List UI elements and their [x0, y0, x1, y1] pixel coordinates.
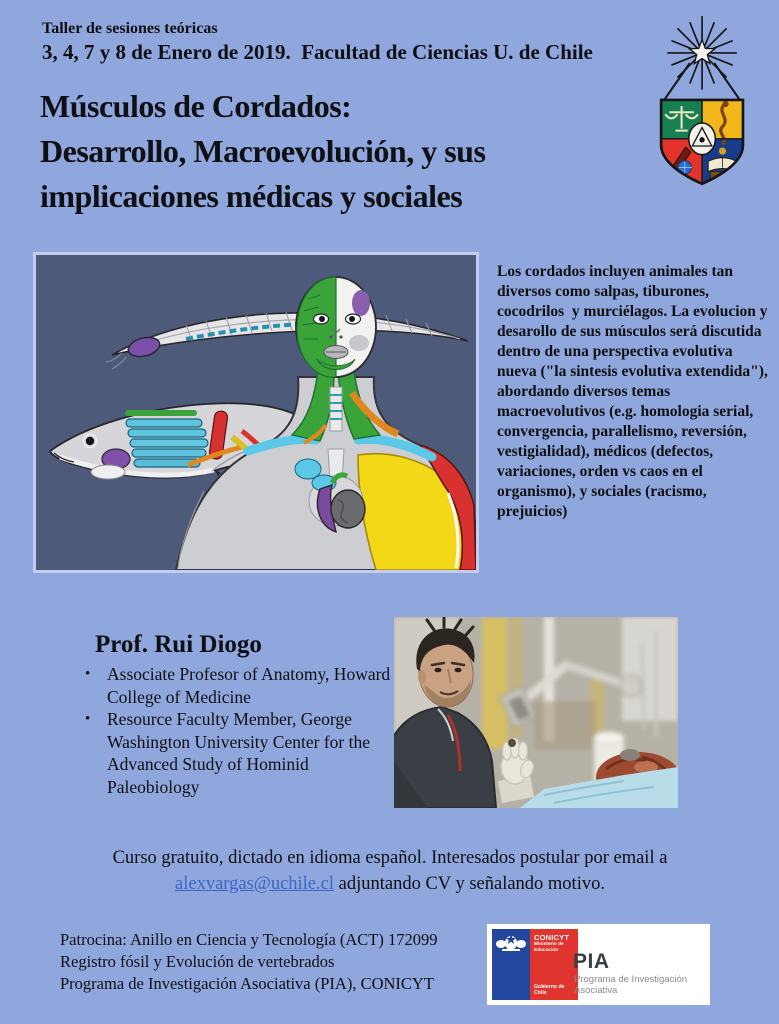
title-line-2: Desarrollo, Macroevolución, y sus [40, 133, 486, 169]
credential-text: Resource Faculty Member, George Washington University Center for the Advanced Study of Hominid Paleobiology [107, 709, 370, 797]
title-line-1: Músculos de Cordados: [40, 88, 352, 124]
application-instructions [90, 845, 690, 897]
course-description: Los cordados incluyen animales tan diversos como salpas, tiburones, cocodrilos y murciélagos. La evolucion y desarollo de sus músculos será discutida dentro de una perspectiva evolutiva nueva ("la sintesis evolutiva extendida"), abordando diversos temas macroevolutivos (e.g. homologia serial, convergencia, parallelismo, reversión, vestigialidad), médicos (defectos, variaciones, orden vs caos en el organismo), y sociales (racismo, prejuicios) [497, 263, 772, 520]
professor-name: Prof. Rui Diogo [95, 631, 262, 658]
poster-title [40, 84, 485, 219]
apply-text-after: adjuntando CV y señalando motivo. [334, 874, 605, 894]
professor-lab-photo [394, 617, 678, 808]
conicyt-pia-logo [487, 924, 710, 1005]
government-label: Gobierno de Chile [534, 984, 565, 996]
title-line-3: implicaciones médicas y sociales [40, 178, 463, 214]
list-item [85, 663, 397, 708]
ministry-label: Ministerio de Educación [534, 942, 564, 953]
sponsor-line-2: Registro fósil y Evolución de vertebrados [60, 952, 335, 971]
list-item [85, 708, 397, 798]
chile-coat-of-arms-icon [492, 929, 530, 1000]
sponsor-line-1: Patrocina: Anillo en Ciencia y Tecnología (ACT) 172099 [60, 930, 438, 949]
bullet-icon: • [85, 666, 91, 682]
bullet-icon: • [85, 711, 91, 727]
pia-program-name: Programa de Investigación Asociativa [574, 974, 688, 996]
university-of-chile-crest-icon [636, 12, 764, 192]
apply-text-before: Curso gratuito, dictado en idioma español. Interesados postular por email a [112, 848, 668, 868]
credential-text: Associate Profesor of Anatomy, Howard College of Medicine [107, 664, 391, 707]
professor-credentials-list [85, 663, 397, 798]
conicyt-red-panel [530, 929, 578, 1000]
chordate-anatomy-illustration [33, 252, 479, 573]
conicyt-label: CONICYT [534, 933, 570, 942]
contact-email-link[interactable]: alexvargas@uchile.cl [175, 874, 334, 894]
pia-abbr: PIA [573, 950, 610, 973]
sponsor-block [60, 929, 438, 995]
header-subtitle: Taller de sesiones teóricas [42, 20, 218, 37]
header-dates-venue: 3, 4, 7 y 8 de Enero de 2019. Facultad de Ciencias U. de Chile [42, 40, 593, 64]
human-head [296, 277, 376, 377]
sponsor-line-3: Programa de Investigación Asociativa (PIA), CONICYT [60, 974, 434, 993]
